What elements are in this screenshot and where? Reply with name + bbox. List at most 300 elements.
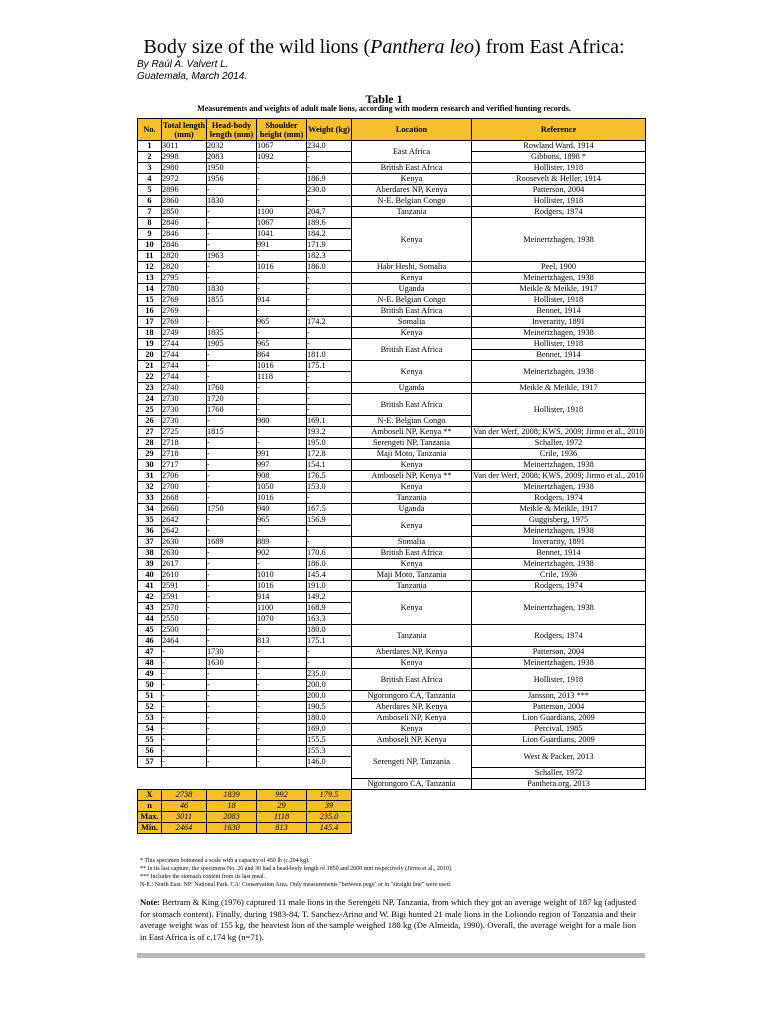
shoulder-height-cell: 991 — [257, 240, 307, 251]
weight-cell: 155.5 — [307, 735, 352, 746]
footnote: N-E.: North East. NP: National Park. CA: Conservation Area. Only measurements "between pegs" or in "straight line" were used. — [140, 882, 452, 888]
shoulder-height-cell: 1092 — [257, 152, 307, 163]
weight-cell: 154.1 — [307, 460, 352, 471]
location-cell: Kenya — [352, 218, 472, 262]
head-body-length-cell: - — [207, 372, 257, 383]
shoulder-height-cell: 1100 — [257, 207, 307, 218]
row-number-cell: 3 — [138, 163, 162, 174]
total-length-cell: 2725 — [162, 427, 207, 438]
weight-cell: 180.0 — [307, 625, 352, 636]
location-cell: Kenya — [352, 515, 472, 537]
row-number-cell: 2 — [138, 152, 162, 163]
row-number-cell: 5 — [138, 185, 162, 196]
head-body-length-cell: - — [207, 625, 257, 636]
row-number-cell: 11 — [138, 251, 162, 262]
author-line: By Raúl A. Valvert L. — [137, 59, 229, 70]
total-length-cell: 2660 — [162, 504, 207, 515]
shoulder-height-cell: - — [257, 713, 307, 724]
reference-cell: Bennet, 1914 — [472, 548, 646, 559]
head-body-length-cell: - — [207, 218, 257, 229]
location-cell: Uganda — [352, 504, 472, 515]
location-cell: Aberdares NP, Kenya — [352, 185, 472, 196]
summary-head-body-cell: 1630 — [207, 823, 257, 834]
reference-cell: Meikle & Meikle, 1917 — [472, 504, 646, 515]
reference-cell: Meinertzhagen, 1938 — [472, 658, 646, 669]
weight-cell: 174.2 — [307, 317, 352, 328]
total-length-cell: 2464 — [162, 636, 207, 647]
summary-weight-cell: 145.4 — [307, 823, 352, 834]
weight-cell: 200.0 — [307, 680, 352, 691]
reference-cell: Hollister, 1918 — [472, 394, 646, 427]
row-number-cell: 7 — [138, 207, 162, 218]
table-row — [138, 702, 646, 713]
weight-cell: - — [307, 339, 352, 350]
table-row — [138, 273, 646, 284]
summary-total-length-cell: 46 — [162, 801, 207, 812]
total-length-cell: 2972 — [162, 174, 207, 185]
location-cell: Kenya — [352, 592, 472, 625]
footnotes — [140, 857, 452, 889]
reference-cell: Hollister, 1918 — [472, 196, 646, 207]
shoulder-height-cell: - — [257, 273, 307, 284]
total-length-cell: 2717 — [162, 460, 207, 471]
summary-total-length-cell: 3011 — [162, 812, 207, 823]
shoulder-height-cell: 1016 — [257, 262, 307, 273]
table-row — [138, 306, 646, 317]
row-number-cell: 14 — [138, 284, 162, 295]
location-cell: Somalia — [352, 537, 472, 548]
location-cell: Uganda — [352, 383, 472, 394]
table-row — [138, 438, 646, 449]
location-cell: Amboseli NP, Kenya — [352, 735, 472, 746]
row-number-cell: 50 — [138, 680, 162, 691]
row-number-cell: 51 — [138, 691, 162, 702]
location-cell: Tanzania — [352, 581, 472, 592]
shoulder-height-cell: 997 — [257, 460, 307, 471]
weight-cell: - — [307, 383, 352, 394]
weight-cell: 169.0 — [307, 724, 352, 735]
weight-cell: 146.0 — [307, 757, 352, 768]
row-number-cell: 36 — [138, 526, 162, 537]
weight-cell: 175.1 — [307, 636, 352, 647]
reference-cell: Rodgers, 1974 — [472, 207, 646, 218]
head-body-length-cell: - — [207, 361, 257, 372]
row-number-cell: 41 — [138, 581, 162, 592]
weight-cell: 184.2 — [307, 229, 352, 240]
weight-cell: 155.3 — [307, 746, 352, 757]
location-cell: British East Africa — [352, 669, 472, 691]
shoulder-height-cell: 1118 — [257, 372, 307, 383]
location-cell: Serengeti NP, Tanzania — [352, 746, 472, 779]
total-length-cell: - — [162, 746, 207, 757]
head-body-length-cell: - — [207, 592, 257, 603]
head-body-length-cell: 1815 — [207, 427, 257, 438]
total-length-cell: 2550 — [162, 614, 207, 625]
reference-cell: Meikle & Meikle, 1917 — [472, 383, 646, 394]
location-cell: East Africa — [352, 141, 472, 163]
weight-cell: 163.3 — [307, 614, 352, 625]
weight-cell: 191.0 — [307, 581, 352, 592]
head-body-length-cell: 1750 — [207, 504, 257, 515]
location-cell: Somalia — [352, 317, 472, 328]
weight-cell: - — [307, 394, 352, 405]
weight-cell: - — [307, 196, 352, 207]
table-row — [138, 196, 646, 207]
row-number-cell: 18 — [138, 328, 162, 339]
row-number-cell: 20 — [138, 350, 162, 361]
head-body-length-cell: - — [207, 724, 257, 735]
row-number-cell: 26 — [138, 416, 162, 427]
location-cell: British East Africa — [352, 548, 472, 559]
spacer-cell — [307, 768, 352, 779]
head-body-length-cell: - — [207, 306, 257, 317]
head-body-length-cell: 1956 — [207, 174, 257, 185]
header-no: No. — [138, 119, 162, 141]
row-number-cell: 1 — [138, 141, 162, 152]
total-length-cell: 2744 — [162, 350, 207, 361]
reference-cell: Hollister, 1918 — [472, 163, 646, 174]
location-cell: Ngorongoro CA, Tanzania — [352, 779, 472, 790]
shoulder-height-cell: - — [257, 185, 307, 196]
location-cell: Habr Heshi, Somalia — [352, 262, 472, 273]
table-row — [138, 174, 646, 185]
spacer-cell — [207, 779, 257, 790]
row-number-cell: 25 — [138, 405, 162, 416]
shoulder-height-cell: - — [257, 405, 307, 416]
row-number-cell: 47 — [138, 647, 162, 658]
head-body-length-cell: 1760 — [207, 405, 257, 416]
location-cell: Serengeti NP, Tanzania — [352, 438, 472, 449]
shoulder-height-cell: - — [257, 251, 307, 262]
location-cell: Tanzania — [352, 493, 472, 504]
total-length-cell: 2630 — [162, 537, 207, 548]
shoulder-height-cell: 889 — [257, 537, 307, 548]
total-length-cell: 2591 — [162, 592, 207, 603]
summary-weight-cell: 39 — [307, 801, 352, 812]
weight-cell: - — [307, 647, 352, 658]
head-body-length-cell: - — [207, 273, 257, 284]
row-number-cell: 13 — [138, 273, 162, 284]
header-shoulder-height: Shoulder height (mm) — [257, 119, 307, 141]
table-row — [138, 328, 646, 339]
row-number-cell: 38 — [138, 548, 162, 559]
shoulder-height-cell: - — [257, 163, 307, 174]
head-body-length-cell: - — [207, 614, 257, 625]
head-body-length-cell: 1835 — [207, 328, 257, 339]
summary-shoulder-cell: 992 — [257, 790, 307, 801]
shoulder-height-cell: 965 — [257, 339, 307, 350]
spacer-cell — [257, 768, 307, 779]
shoulder-height-cell: 1050 — [257, 482, 307, 493]
table-row — [138, 548, 646, 559]
location-cell: Aberdares NP, Kenya — [352, 702, 472, 713]
weight-cell: 235.0 — [307, 669, 352, 680]
reference-cell: Schaller, 1972 — [472, 438, 646, 449]
shoulder-height-cell: 914 — [257, 295, 307, 306]
summary-row — [138, 823, 646, 834]
reference-cell: Rodgers, 1974 — [472, 581, 646, 592]
shoulder-height-cell: - — [257, 427, 307, 438]
table-row — [138, 592, 646, 603]
table-row — [138, 427, 646, 438]
row-number-cell: 17 — [138, 317, 162, 328]
total-length-cell: 2730 — [162, 405, 207, 416]
spacer-cell — [307, 779, 352, 790]
shoulder-height-cell: - — [257, 625, 307, 636]
total-length-cell: - — [162, 713, 207, 724]
header-head-body-length: Head-body length (mm) — [207, 119, 257, 141]
weight-cell: - — [307, 284, 352, 295]
header-weight: Weight (kg) — [307, 119, 352, 141]
location-cell: British East Africa — [352, 394, 472, 416]
head-body-length-cell: 1905 — [207, 339, 257, 350]
total-length-cell: - — [162, 724, 207, 735]
total-length-cell: 2850 — [162, 207, 207, 218]
footer-rule — [137, 953, 645, 958]
head-body-length-cell: - — [207, 207, 257, 218]
location-cell: Kenya — [352, 273, 472, 284]
total-length-cell: 2780 — [162, 284, 207, 295]
summary-total-length-cell: 2738 — [162, 790, 207, 801]
total-length-cell: 2769 — [162, 295, 207, 306]
row-number-cell: 37 — [138, 537, 162, 548]
reference-cell: Rodgers, 1974 — [472, 493, 646, 504]
lion-measurements-table — [137, 118, 646, 834]
head-body-length-cell: 1830 — [207, 284, 257, 295]
table-row — [138, 713, 646, 724]
reference-cell: Inverarity, 1891 — [472, 537, 646, 548]
shoulder-height-cell: - — [257, 680, 307, 691]
reference-cell: Rowland Ward, 1914 — [472, 141, 646, 152]
reference-cell: Bennet, 1914 — [472, 350, 646, 361]
table-row — [138, 460, 646, 471]
total-length-cell: 3011 — [162, 141, 207, 152]
weight-cell: - — [307, 526, 352, 537]
note-label: Note: — [140, 897, 161, 907]
total-length-cell: 2769 — [162, 306, 207, 317]
table-row — [138, 724, 646, 735]
weight-cell: 176.5 — [307, 471, 352, 482]
shoulder-height-cell: - — [257, 438, 307, 449]
location-cell: Amboseli NP, Kenya — [352, 713, 472, 724]
weight-cell: 156.9 — [307, 515, 352, 526]
row-number-cell: 27 — [138, 427, 162, 438]
weight-cell: 200.0 — [307, 691, 352, 702]
reference-cell: Meinertzhagen, 1938 — [472, 218, 646, 262]
shoulder-height-cell: 1010 — [257, 570, 307, 581]
table-row — [138, 449, 646, 460]
location-cell: Kenya — [352, 559, 472, 570]
row-number-cell: 31 — [138, 471, 162, 482]
reference-cell: Panthera.org, 2013 — [472, 779, 646, 790]
table-row — [138, 218, 646, 229]
shoulder-height-cell: 1016 — [257, 581, 307, 592]
total-length-cell: 2795 — [162, 273, 207, 284]
table-title: Table 1 — [365, 92, 403, 106]
shoulder-height-cell: 1067 — [257, 218, 307, 229]
row-number-cell: 21 — [138, 361, 162, 372]
weight-cell: - — [307, 306, 352, 317]
head-body-length-cell: - — [207, 581, 257, 592]
row-number-cell: 49 — [138, 669, 162, 680]
total-length-cell: 2730 — [162, 416, 207, 427]
weight-cell: - — [307, 273, 352, 284]
head-body-length-cell: 1689 — [207, 537, 257, 548]
reference-cell: Hollister, 1918 — [472, 669, 646, 691]
total-length-cell: 2668 — [162, 493, 207, 504]
shoulder-height-cell: 908 — [257, 471, 307, 482]
reference-cell: Schaller, 1972 — [472, 768, 646, 779]
total-length-cell: 2846 — [162, 229, 207, 240]
total-length-cell: - — [162, 702, 207, 713]
weight-cell: - — [307, 295, 352, 306]
weight-cell: 186.0 — [307, 262, 352, 273]
summary-weight-cell: 235.0 — [307, 812, 352, 823]
shoulder-height-cell: - — [257, 394, 307, 405]
row-number-cell: 45 — [138, 625, 162, 636]
head-body-length-cell: - — [207, 240, 257, 251]
table-row — [138, 482, 646, 493]
total-length-cell: 2718 — [162, 449, 207, 460]
weight-cell: 169.1 — [307, 416, 352, 427]
row-number-cell: 35 — [138, 515, 162, 526]
summary-shoulder-cell: 1118 — [257, 812, 307, 823]
table-row — [138, 141, 646, 152]
head-body-length-cell: 1855 — [207, 295, 257, 306]
table-row — [138, 383, 646, 394]
table-row — [138, 262, 646, 273]
head-body-length-cell: - — [207, 471, 257, 482]
reference-cell: Bennet, 1914 — [472, 306, 646, 317]
head-body-length-cell: 1730 — [207, 647, 257, 658]
table-row — [138, 559, 646, 570]
total-length-cell: - — [162, 647, 207, 658]
location-cell: Tanzania — [352, 207, 472, 218]
note-paragraph — [140, 897, 636, 943]
shoulder-height-cell: - — [257, 383, 307, 394]
weight-cell: 181.0 — [307, 350, 352, 361]
shoulder-height-cell: 1067 — [257, 141, 307, 152]
reference-cell: West & Packer, 2013 — [472, 746, 646, 768]
row-number-cell: 10 — [138, 240, 162, 251]
reference-cell: Roosevelt & Heller, 1914 — [472, 174, 646, 185]
shoulder-height-cell: 980 — [257, 416, 307, 427]
table-row — [138, 581, 646, 592]
table-row — [138, 669, 646, 680]
table-row — [138, 504, 646, 515]
table-row — [138, 185, 646, 196]
summary-label-cell: Min. — [138, 823, 162, 834]
location-cell: Ngorongoro CA, Tanzania — [352, 691, 472, 702]
summary-head-body-cell: 18 — [207, 801, 257, 812]
head-body-length-cell: - — [207, 680, 257, 691]
total-length-cell: 2617 — [162, 559, 207, 570]
table-header-row — [138, 119, 646, 141]
row-number-cell: 33 — [138, 493, 162, 504]
table-row — [138, 746, 646, 757]
total-length-cell: 2610 — [162, 570, 207, 581]
head-body-length-cell: - — [207, 702, 257, 713]
total-length-cell: 2500 — [162, 625, 207, 636]
row-number-cell: 30 — [138, 460, 162, 471]
head-body-length-cell: - — [207, 570, 257, 581]
summary-weight-cell: 179.5 — [307, 790, 352, 801]
row-number-cell: 24 — [138, 394, 162, 405]
shoulder-height-cell: 965 — [257, 317, 307, 328]
table-row — [138, 691, 646, 702]
reference-cell: Meinertzhagen, 1938 — [472, 526, 646, 537]
total-length-cell: 2642 — [162, 515, 207, 526]
location-cell: Kenya — [352, 482, 472, 493]
head-body-length-cell: 1963 — [207, 251, 257, 262]
weight-cell: 175.1 — [307, 361, 352, 372]
row-number-cell: 54 — [138, 724, 162, 735]
total-length-cell: 2744 — [162, 361, 207, 372]
reference-cell: Percival, 1985 — [472, 724, 646, 735]
head-body-length-cell: - — [207, 229, 257, 240]
summary-head-body-cell: 1839 — [207, 790, 257, 801]
reference-cell: Meinertzhagen, 1938 — [472, 460, 646, 471]
reference-cell: Meikle & Meikle, 1917 — [472, 284, 646, 295]
footnote: ** In its last capture, the specimens No. 26 and 30 had a head-body length of 1850 and 2000 mm respectively (Jirmo et al., 2010). — [140, 866, 453, 872]
location-cell: Kenya — [352, 361, 472, 383]
weight-cell: 190.5 — [307, 702, 352, 713]
total-length-cell: 2730 — [162, 394, 207, 405]
head-body-length-cell: 2032 — [207, 141, 257, 152]
table-row — [138, 537, 646, 548]
head-body-length-cell: - — [207, 669, 257, 680]
head-body-length-cell: 1720 — [207, 394, 257, 405]
weight-cell: 180.0 — [307, 713, 352, 724]
head-body-length-cell: - — [207, 460, 257, 471]
head-body-length-cell: - — [207, 691, 257, 702]
row-number-cell: 43 — [138, 603, 162, 614]
weight-cell: - — [307, 658, 352, 669]
reference-cell: Meinertzhagen, 1938 — [472, 592, 646, 625]
shoulder-height-cell: - — [257, 328, 307, 339]
head-body-length-cell: - — [207, 548, 257, 559]
total-length-cell: - — [162, 680, 207, 691]
shoulder-height-cell: - — [257, 669, 307, 680]
total-length-cell: 2820 — [162, 251, 207, 262]
total-length-cell: 2980 — [162, 163, 207, 174]
head-body-length-cell: - — [207, 636, 257, 647]
shoulder-height-cell: - — [257, 724, 307, 735]
row-number-cell: 34 — [138, 504, 162, 515]
location-cell: Kenya — [352, 724, 472, 735]
row-number-cell: 22 — [138, 372, 162, 383]
location-cell: Tanzania — [352, 625, 472, 647]
header-total-length: Total length (mm) — [162, 120, 206, 139]
weight-cell: - — [307, 405, 352, 416]
table-subtitle: Measurements and weights of adult male lions, according with modern research and verified hunting records. — [197, 104, 571, 113]
summary-row — [138, 801, 646, 812]
summary-row — [138, 812, 646, 823]
total-length-cell: 2820 — [162, 262, 207, 273]
head-body-length-cell: - — [207, 515, 257, 526]
spacer-cell — [162, 779, 207, 790]
table-row — [138, 361, 646, 372]
shoulder-height-cell: 1016 — [257, 361, 307, 372]
total-length-cell: 2591 — [162, 581, 207, 592]
location-cell: British East Africa — [352, 339, 472, 361]
shoulder-height-cell: - — [257, 306, 307, 317]
total-length-cell: 2749 — [162, 328, 207, 339]
total-length-cell: 2744 — [162, 339, 207, 350]
row-number-cell: 46 — [138, 636, 162, 647]
spacer-cell — [207, 768, 257, 779]
head-body-length-cell: - — [207, 317, 257, 328]
